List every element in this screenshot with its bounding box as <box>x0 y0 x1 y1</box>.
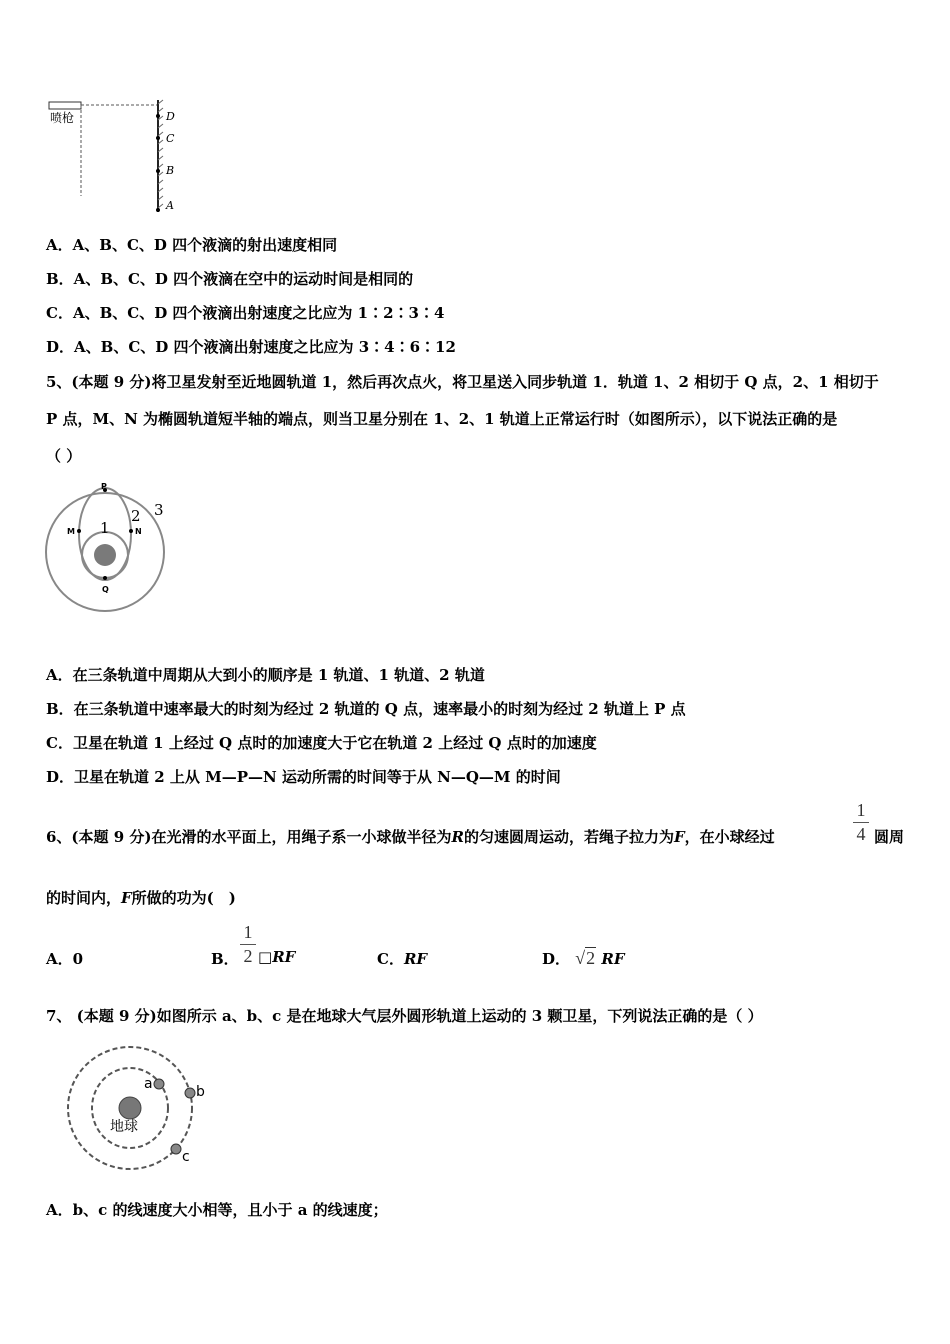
q6-fraction-quarter: 1 4 <box>853 800 869 845</box>
point-D: D <box>166 110 175 123</box>
satellite-b <box>185 1088 195 1098</box>
svg-text:b: b <box>196 1084 205 1100</box>
q5-option-a: A．在三条轨道中周期从大到小的顺序是 1 轨道、1 轨道、2 轨道 <box>46 666 485 684</box>
svg-text:P: P <box>101 482 107 491</box>
q4-option-c: C．A、B、C、D 四个液滴出射速度之比应为 1∶2∶3∶4 <box>46 304 445 322</box>
q7-option-a: A．b、c 的线速度大小相等，且小于 a 的线速度； <box>46 1201 388 1219</box>
spray-gun-body <box>49 102 81 109</box>
q6-stem-line1: 6、(本题 9 分)在光滑的水平面上，用绳子系一小球做半径为R的匀速圆周运动，若绳子拉力为F，在小球经过 <box>46 828 775 846</box>
point-A: A <box>166 199 174 212</box>
satellite-c <box>171 1144 181 1154</box>
svg-text:a: a <box>144 1076 153 1092</box>
satellite-a <box>154 1079 164 1089</box>
q6-stem-end: 圆周 <box>874 828 905 846</box>
sqrt-symbol: √2 <box>575 948 596 968</box>
svg-text:c: c <box>182 1149 190 1165</box>
q5-stem-line1: 5、(本题 9 分)将卫星发射至近地圆轨道 1，然后再次点火，将卫星送入同步轨道 1．轨道 1、2 相切于 Q 点，2、1 相切于 <box>46 373 879 391</box>
q6-option-b-value: □RF <box>258 948 296 966</box>
q4-option-d: D．A、B、C、D 四个液滴出射速度之比应为 3∶4∶6∶12 <box>46 338 456 356</box>
q6-option-b: B． <box>211 950 239 968</box>
q4-option-b: B．A、B、C、D 四个液滴在空中的运动时间是相同的 <box>46 270 414 288</box>
svg-text:N: N <box>135 527 142 536</box>
q6-option-b-fraction: 1 2 <box>240 922 256 967</box>
spray-gun-figure <box>44 96 184 218</box>
point-C: C <box>166 132 175 145</box>
earth <box>94 544 116 566</box>
q7-stem: 7、 (本题 9 分)如图所示 a、b、c 是在地球大气层外圆形轨道上运动的 3 颗卫星，下列说法正确的是（ ） <box>46 1007 763 1025</box>
earth-label: 地球 <box>110 1119 138 1135</box>
svg-text:Q: Q <box>102 585 109 594</box>
q5-option-b: B．在三条轨道中速率最大的时刻为经过 2 轨道的 Q 点，速率最小的时刻为经过 2 轨道上 P 点 <box>46 700 686 718</box>
point-B: B <box>166 164 175 177</box>
q6-option-c: C．RF <box>377 950 428 968</box>
q4-option-a: A．A、B、C、D 四个液滴的射出速度相同 <box>46 236 338 254</box>
svg-text:M: M <box>67 527 75 536</box>
satellite-figure <box>64 1044 224 1174</box>
orbit-figure <box>40 478 180 618</box>
q6-option-d: D． √2 RF <box>542 948 625 968</box>
q5-stem-line2: P 点，M、N 为椭圆轨道短半轴的端点，则当卫星分别在 1、2、1 轨道上正常运行时（如图所示），以下说法正确的是 <box>46 410 838 428</box>
q5-stem-line3: （ ） <box>46 447 82 465</box>
svg-text:3: 3 <box>154 501 164 519</box>
earth <box>119 1097 141 1119</box>
svg-text:2: 2 <box>131 507 141 525</box>
svg-text:1: 1 <box>100 519 110 537</box>
spray-gun-label: 喷枪 <box>50 111 75 125</box>
q6-stem-line2: 的时间内，F所做的功为( ) <box>46 889 236 907</box>
q6-option-a: A．0 <box>46 950 84 968</box>
q5-option-c: C．卫星在轨道 1 上经过 Q 点时的加速度大于它在轨道 2 上经过 Q 点时的加速度 <box>46 734 597 752</box>
q5-option-d: D．卫星在轨道 2 上从 M—P—N 运动所需的时间等于从 N—Q—M 的时间 <box>46 768 561 786</box>
